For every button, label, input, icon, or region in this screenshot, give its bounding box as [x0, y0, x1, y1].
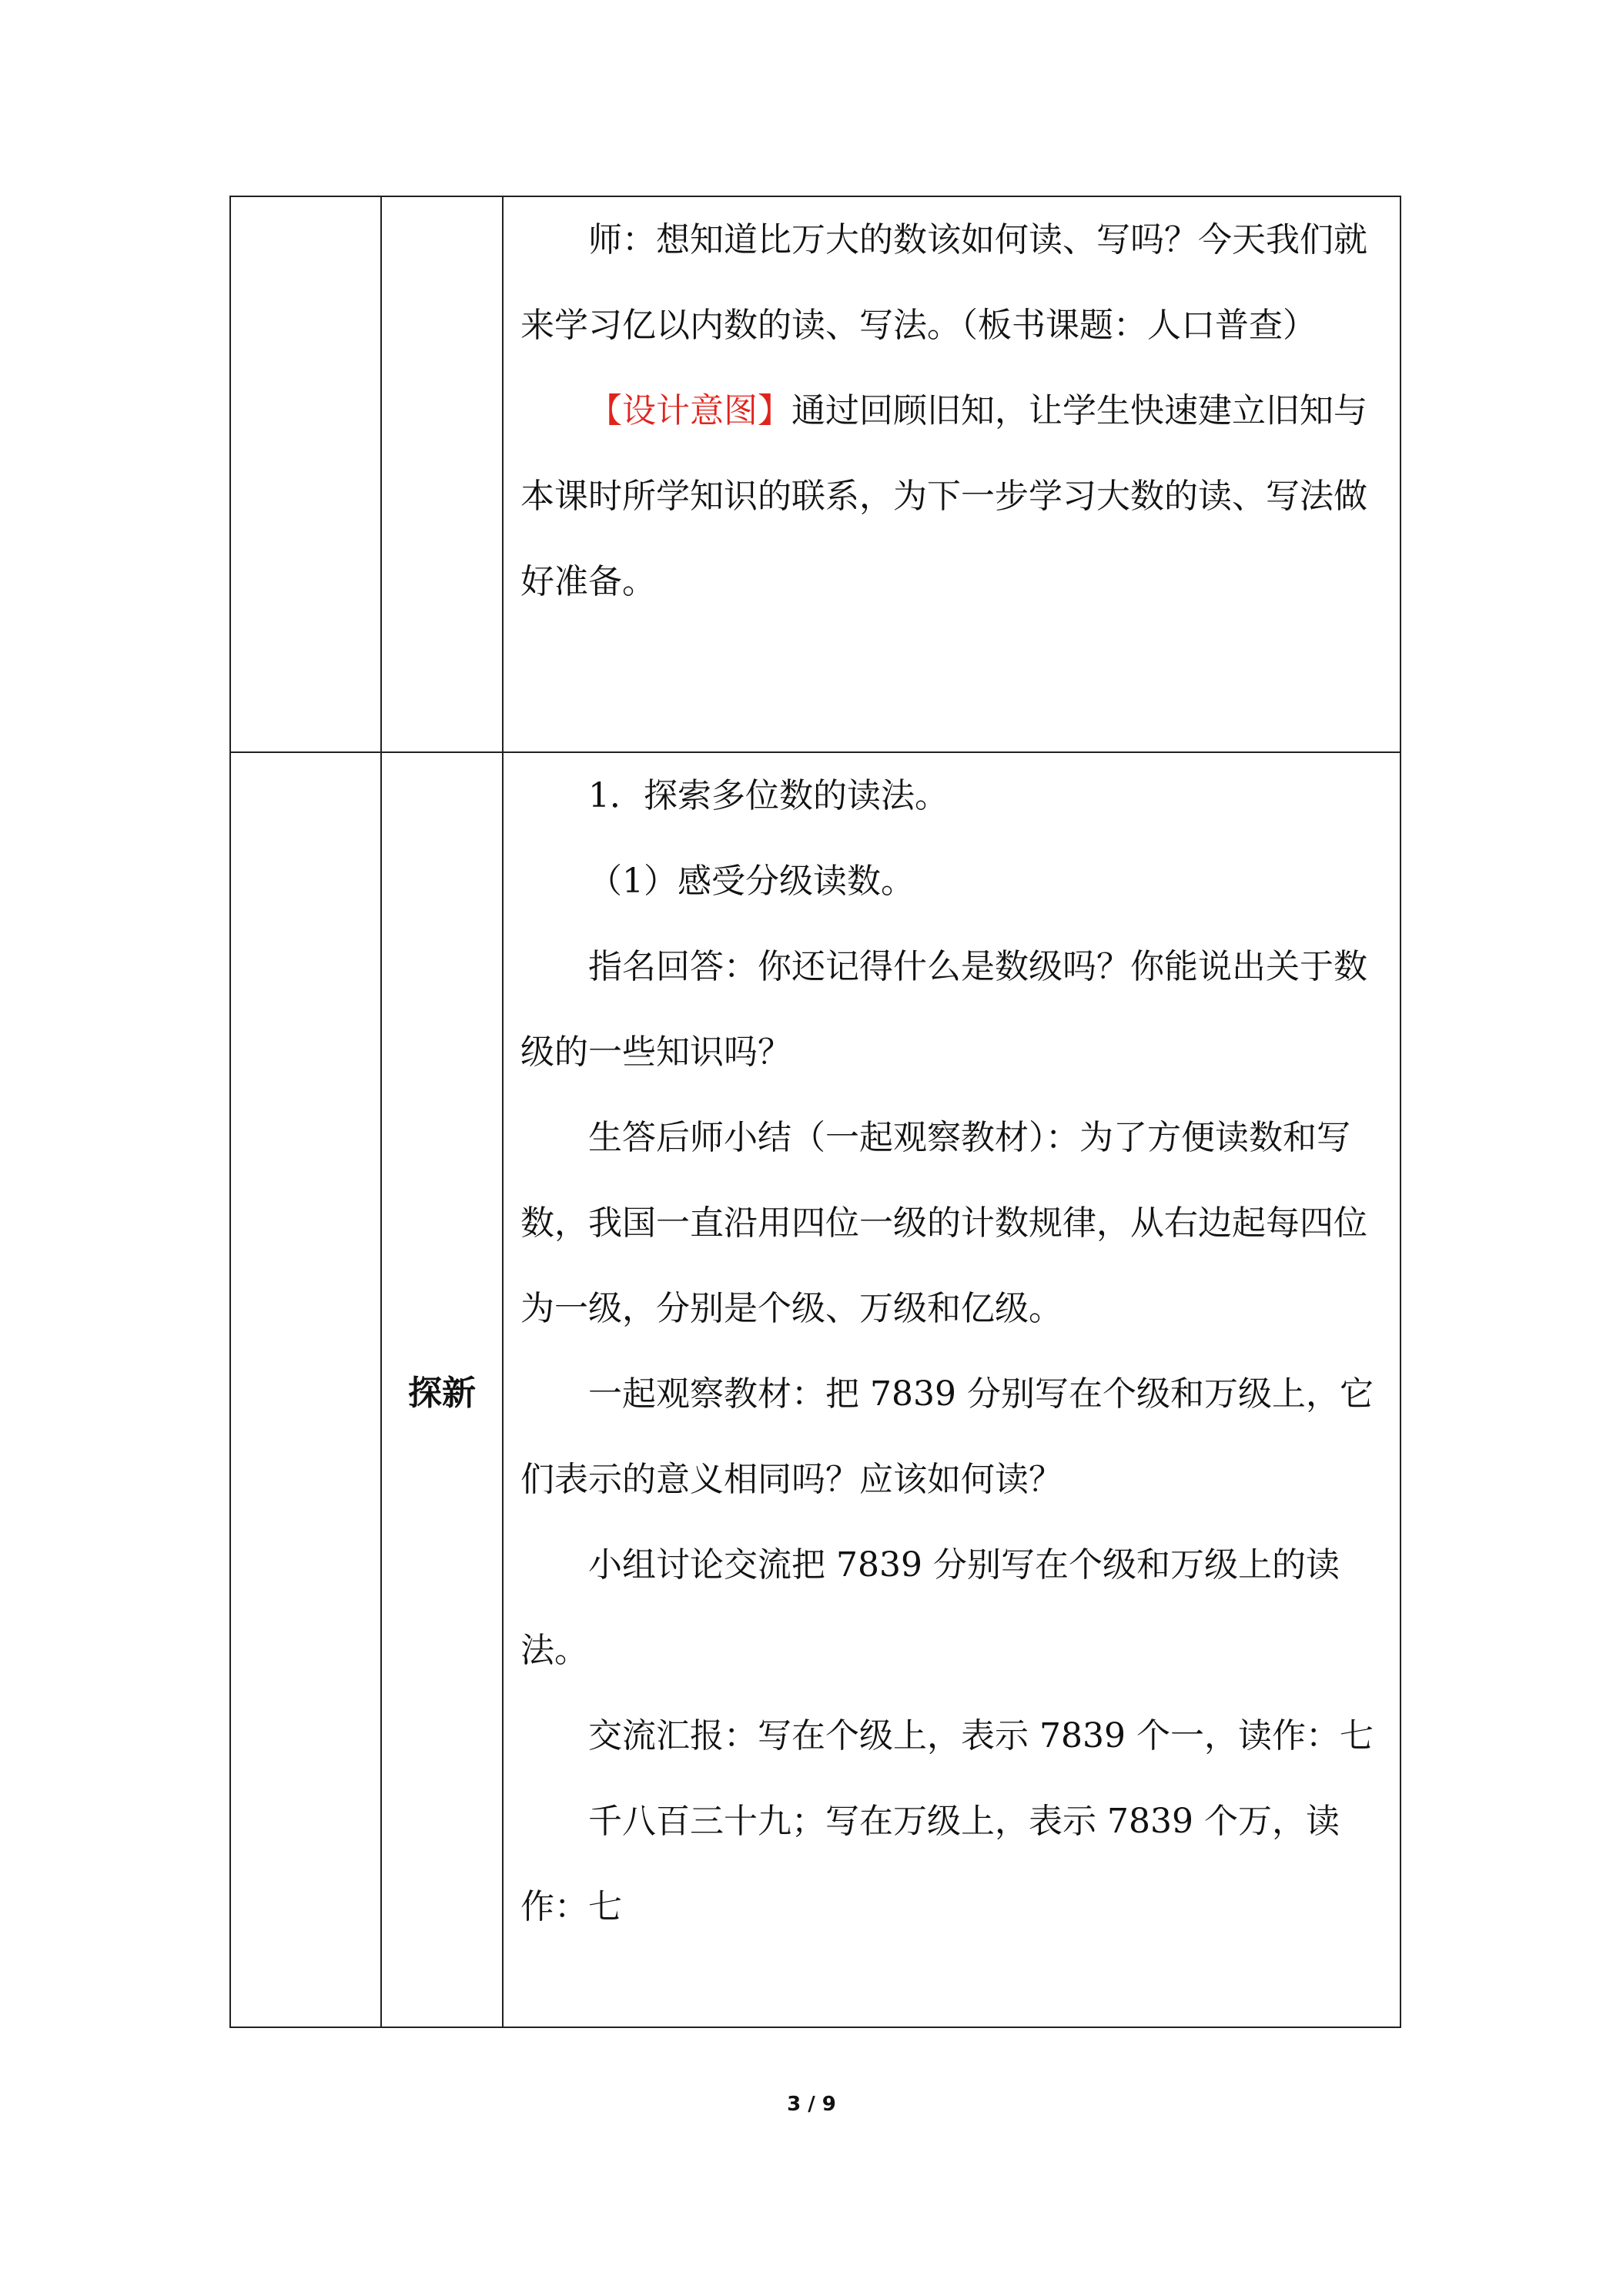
paragraph: 1．探索多位数的读法。 [588, 776, 949, 815]
content-cell [503, 196, 1400, 752]
paragraph: 生答后师小结（一起观察教材）：为了方便读数和写数，我国一直沿用四位一级的计数规律，从右边起每四位为一级，分别是个级、万级和亿级。 [520, 1118, 1367, 1328]
lesson-plan-table [229, 196, 1401, 2028]
paragraph: 交流汇报：写在个级上，表示 7839 个一，读作：七 [588, 1716, 1374, 1755]
table-row [230, 196, 1400, 752]
paragraph: 小组讨论交流把 7839 分别写在个级和万级上的读法。 [520, 1545, 1340, 1670]
stage-cell: 探新 [381, 752, 503, 2027]
paragraph: （1）感受分级读数。 [588, 862, 915, 901]
stage-cell [381, 196, 503, 752]
content-cell [503, 752, 1400, 2027]
design-intent-paragraph [520, 368, 1383, 624]
section-cell [230, 196, 381, 752]
table-row [230, 752, 1400, 2027]
paragraph: 千八百三十九；写在万级上，表示 7839 个万，读作：七 [520, 1802, 1340, 1926]
page-number: 3 / 9 [787, 2093, 836, 2116]
section-cell [230, 752, 381, 2027]
paragraph: 一起观察教材：把 7839 分别写在个级和万级上，它们表示的意义相同吗？应该如何读？ [520, 1374, 1374, 1499]
design-intent-label: 【设计意图】 [588, 391, 791, 430]
design-intent-text: 通过回顾旧知，让学生快速建立旧知与本课时所学知识的联系，为下一步学习大数的读、写法做好准备。 [520, 391, 1367, 601]
paragraph: 师：想知道比万大的数该如何读、写吗？今天我们就来学习亿以内数的读、写法。（板书课题：人口普查） [520, 220, 1367, 345]
paragraph: 指名回答：你还记得什么是数级吗？你能说出关于数级的一些知识吗？ [520, 947, 1367, 1072]
